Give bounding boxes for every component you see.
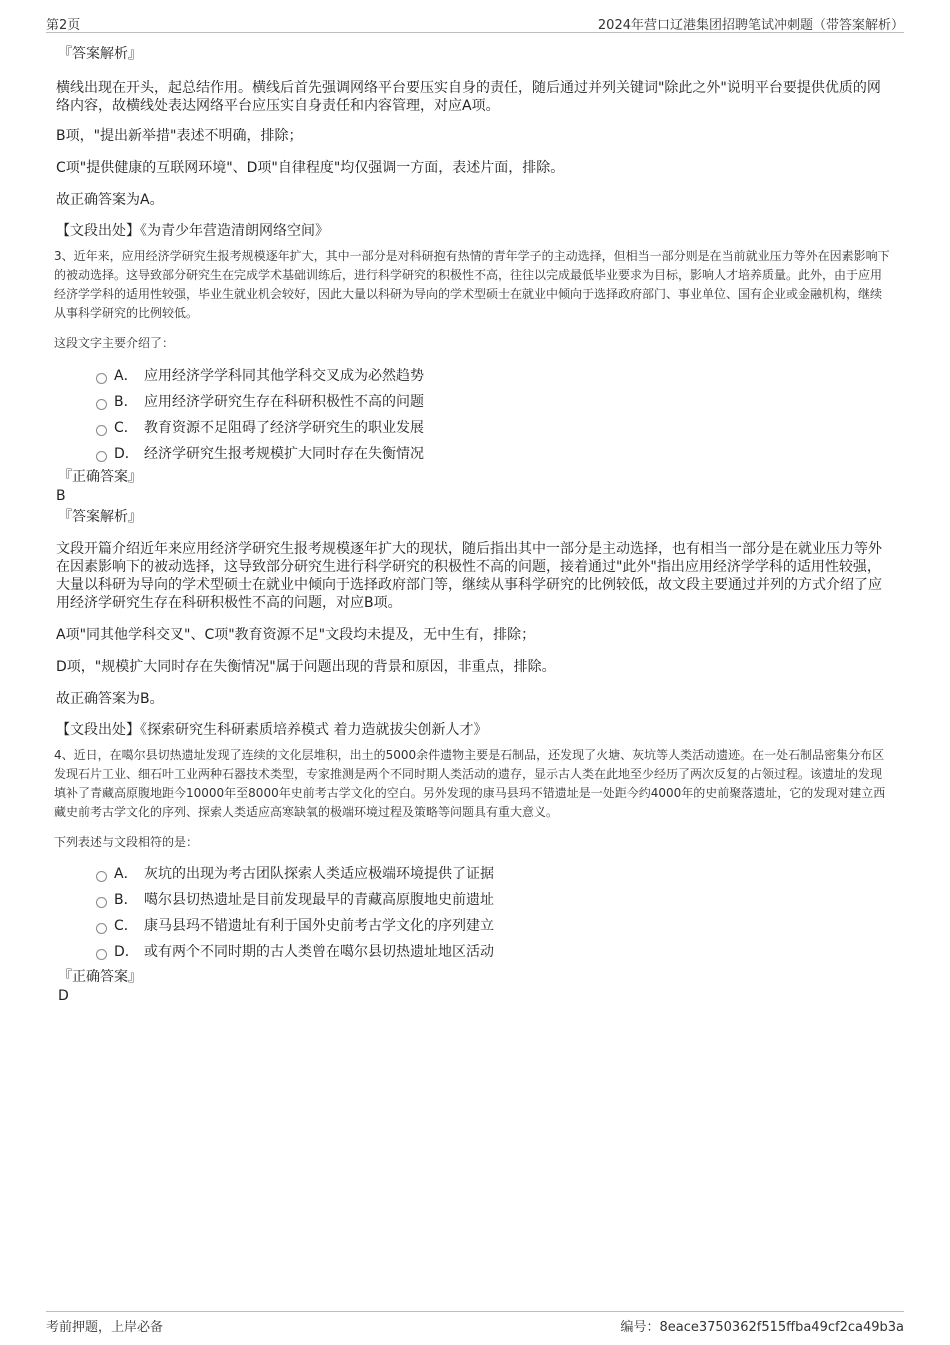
analysis-paragraph: 故正确答案为A。 (56, 192, 164, 208)
radio-button[interactable] (96, 425, 107, 436)
radio-button[interactable] (96, 451, 107, 462)
option-d[interactable]: D． 经济学研究生报考规模扩大同时存在失衡情况 (56, 441, 892, 467)
option-a[interactable]: A． 灰坑的出现为考古团队探索人类适应极端环境提供了证据 (56, 861, 892, 887)
radio-button[interactable] (96, 923, 107, 934)
page-number: 第2页 (46, 18, 81, 33)
correct-answer: D (58, 988, 69, 1004)
analysis-paragraph: 文段开篇介绍近年来应用经济学研究生报考规模逐年扩大的现状，随后指出其中一部分是主动选择，也有相当一部分是在就业压力等外在因素影响下的被动选择，这导致部分研究生进行科学研究的积极性不高的问题，接着通过"此外"指出应用经济学学科的适用性较强，大量以科研为导向的学术型硕士在就业中倾向于选择政府部门等，继续从事科学研究的比例较低，故文段主要通过并列的方式介绍了应用经济学研究生存在科研积极性不高的问题，对应B项。 (56, 541, 882, 611)
option-a[interactable]: A． 应用经济学学科同其他学科交叉成为必然趋势 (56, 363, 892, 389)
analysis-paragraph: D项，"规模扩大同时存在失衡情况"属于问题出现的背景和原因，非重点，排除。 (56, 659, 556, 675)
option-list (56, 363, 892, 467)
question-prompt: 这段文字主要介绍了： (54, 336, 175, 350)
analysis-label: 『答案解析』 (58, 46, 142, 62)
option-c[interactable]: C． 康马县玛不错遗址有利于国外史前考古学文化的序列建立 (56, 913, 892, 939)
option-b[interactable]: B． 噶尔县切热遗址是目前发现最早的青藏高原腹地史前遗址 (56, 887, 892, 913)
answer-label: 『正确答案』 (58, 469, 142, 485)
analysis-label: 『答案解析』 (58, 509, 142, 525)
document-title: 2024年营口辽港集团招聘笔试冲刺题（带答案解析） (597, 18, 904, 33)
answer-label: 『正确答案』 (58, 969, 142, 985)
correct-answer: B (56, 488, 66, 504)
radio-button[interactable] (96, 399, 107, 410)
page-header (46, 12, 904, 33)
footer-slogan: 考前押题，上岸必备 (46, 1320, 164, 1335)
radio-button[interactable] (96, 373, 107, 384)
option-c[interactable]: C． 教育资源不足阻碍了经济学研究生的职业发展 (56, 415, 892, 441)
option-b[interactable]: B． 应用经济学研究生存在科研积极性不高的问题 (56, 389, 892, 415)
analysis-paragraph: C项"提供健康的互联网环境"、D项"自律程度"均仅强调一方面，表述片面，排除。 (56, 160, 565, 176)
question-prompt: 下列表述与文段相符的是： (54, 835, 199, 849)
radio-button[interactable] (96, 871, 107, 882)
option-d[interactable]: D． 或有两个不同时期的古人类曾在噶尔县切热遗址地区活动 (56, 939, 892, 965)
analysis-paragraph: B项，"提出新举措"表述不明确，排除； (56, 128, 303, 144)
source-citation: 【文段出处】《探索研究生科研素质培养模式 着力造就拔尖创新人才》 (56, 722, 488, 738)
analysis-paragraph: 横线出现在开头，起总结作用。横线后首先强调网络平台要压实自身的责任，随后通过并列关键词"除此之外"说明平台要提供优质的网络内容，故横线处表达网络平台应压实自身责任和内容管理，对应A项。 (56, 80, 881, 114)
source-citation: 【文段出处】《为青少年营造清朗网络空间》 (56, 223, 329, 239)
page-footer (46, 1311, 904, 1334)
radio-button[interactable] (96, 897, 107, 908)
analysis-paragraph: A项"同其他学科交叉"、C项"教育资源不足"文段均未提及，无中生有，排除； (56, 627, 536, 643)
radio-button[interactable] (96, 949, 107, 960)
question-text: 3、近年来，应用经济学研究生报考规模逐年扩大，其中一部分是对科研抱有热情的青年学子的主动选择，但相当一部分则是在当前就业压力等外在因素影响下的被动选择。这导致部分研究生在完成学术基础训练后，进行科学研究的积极性不高，往往以完成最低毕业要求为目标，影响人才培养质量。此外，由于应用经济学学科的适用性较强，毕业生就业机会较好，因此大量以科研为导向的学术型硕士在就业中倾向于选择政府部门、事业单位、国有企业或金融机构，继续从事科学研究的比例较低。 (54, 249, 890, 320)
page-content (56, 44, 892, 1005)
analysis-paragraph: 故正确答案为B。 (56, 691, 164, 707)
document-id: 编号：8eace3750362f515ffba49cf2ca49b3a (620, 1320, 904, 1335)
option-list (56, 861, 892, 965)
question-text: 4、近日，在噶尔县切热遗址发现了连续的文化层堆积，出土的5000余件遗物主要是石制品，还发现了火塘、灰坑等人类活动遗迹。在一处石制品密集分布区发现石片工业、细石叶工业两种石器技术类型，专家推测是两个不同时期人类活动的遗存，显示古人类在此地至少经历了两次反复的占领过程。该遗址的发现填补了青藏高原腹地距今10000年至8000年史前考古学文化的空白。另外发现的康马县玛不错遗址是一处距今约4000年的史前聚落遗址，它的发现对建立西藏史前考古学文化的序列、探索人类适应高寒缺氧的极端环境过程及策略等问题具有重大意义。 (54, 748, 886, 819)
